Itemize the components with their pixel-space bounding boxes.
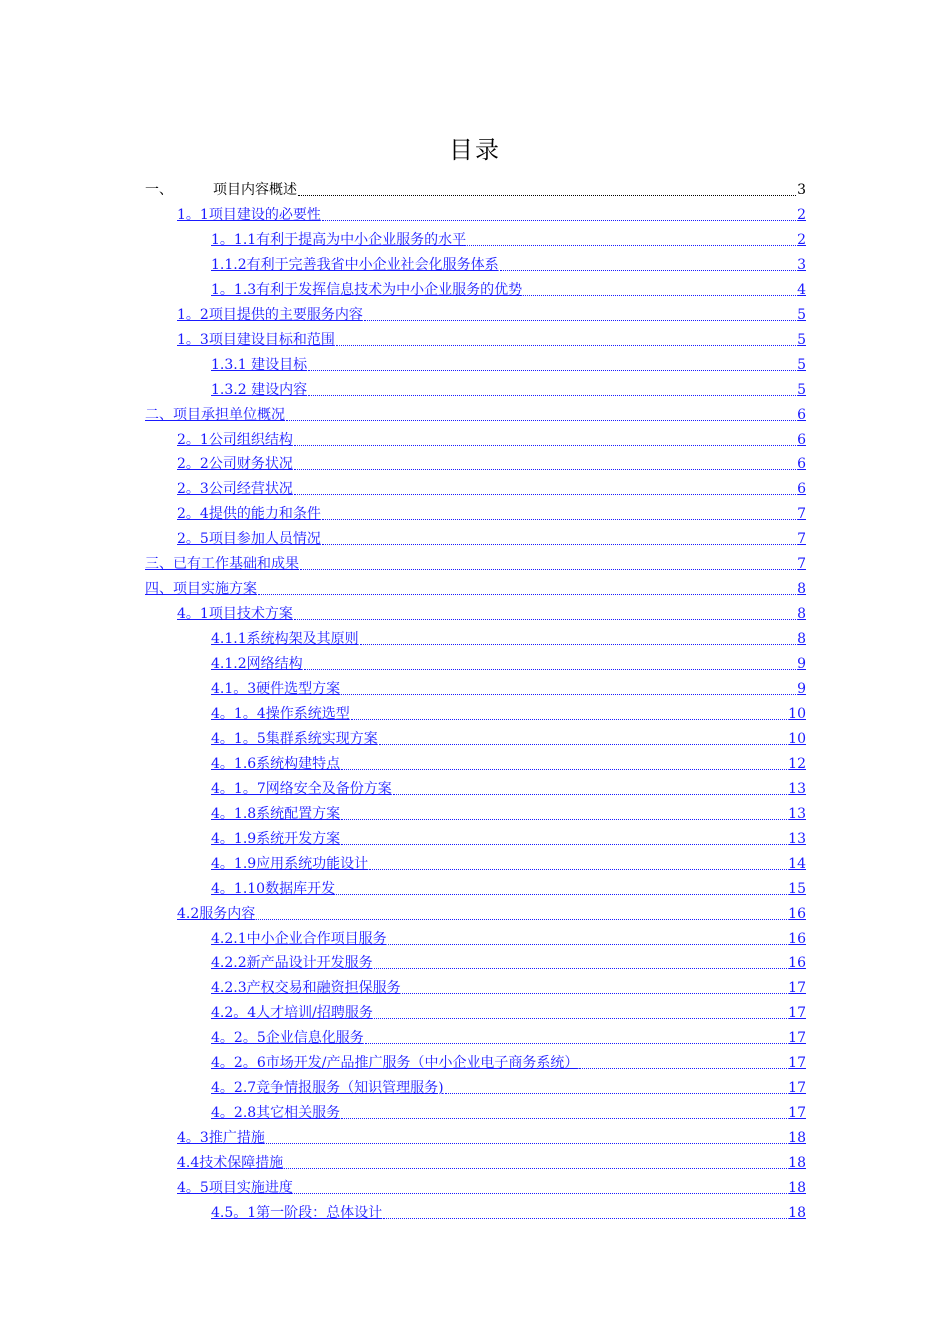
dot-leader — [294, 1175, 787, 1194]
toc-entry-label: 2。2公司财务状况 — [177, 456, 293, 473]
dot-leader — [402, 975, 788, 994]
toc-entry[interactable] — [211, 873, 806, 898]
toc-entry-label: 2。3公司经营状况 — [177, 481, 293, 498]
toc-entry[interactable] — [211, 823, 806, 848]
toc-entry[interactable] — [211, 623, 806, 648]
toc-entry[interactable] — [211, 224, 806, 249]
toc-entry-label: 2。1公司组织结构 — [177, 431, 293, 448]
toc-entry-label: 4。1.9应用系统功能设计 — [211, 855, 369, 872]
toc-entry[interactable] — [177, 598, 806, 623]
dot-leader — [286, 402, 796, 421]
toc-entry-label: 1。2项目提供的主要服务内容 — [177, 306, 363, 323]
dot-leader — [341, 751, 787, 770]
toc-entry[interactable] — [211, 972, 806, 997]
dot-leader — [523, 277, 796, 296]
toc-page-number: 9 — [797, 656, 806, 673]
toc-page-number: 10 — [788, 730, 806, 747]
toc-entry-label: 4。2。5企业信息化服务 — [211, 1030, 364, 1047]
toc-entry[interactable] — [177, 473, 806, 498]
toc-entry-label: 1。1项目建设的必要性 — [177, 206, 321, 223]
toc-entry-label: 1。3项目建设目标和范围 — [177, 331, 335, 348]
toc-entry-label: 4。1项目技术方案 — [177, 606, 293, 623]
toc-entry-label: 4.2.3产权交易和融资担保服务 — [211, 980, 401, 997]
toc-entry[interactable] — [177, 199, 806, 224]
toc-entry-label: 4.2服务内容 — [177, 905, 256, 922]
toc-entry-label: 4.1。3硬件选型方案 — [211, 681, 341, 697]
toc-page-number: 17 — [788, 1030, 806, 1047]
toc-page-number: 18 — [788, 1155, 806, 1172]
dot-leader — [336, 876, 787, 895]
toc-entry[interactable] — [211, 723, 806, 748]
toc-entry-label — [145, 181, 297, 199]
dot-leader — [294, 427, 796, 446]
toc-entry[interactable] — [211, 1022, 806, 1047]
toc-entry[interactable] — [211, 1047, 806, 1072]
toc-page-number: 7 — [797, 556, 806, 573]
dot-leader — [341, 826, 787, 845]
toc-page-number: 5 — [797, 306, 806, 323]
toc-entry-label: 1.3.1 建设目标 — [211, 356, 308, 373]
toc-page-number: 17 — [788, 1105, 806, 1122]
toc-entry-label: 4。1。5集群系统实现方案 — [211, 730, 378, 747]
dot-leader — [383, 1200, 787, 1219]
toc-page-number: 13 — [788, 830, 806, 847]
toc-entry[interactable] — [211, 698, 806, 723]
toc-entry-label: 4。1.10数据库开发 — [211, 880, 336, 897]
toc-entry[interactable] — [211, 947, 806, 972]
toc-entry[interactable] — [177, 424, 806, 449]
dot-leader — [336, 327, 796, 346]
toc-entry[interactable] — [211, 249, 806, 274]
toc-entry[interactable] — [211, 374, 806, 399]
toc-entry-label: 4.1.2网络结构 — [211, 656, 303, 673]
toc-page-number: 10 — [788, 705, 806, 722]
dot-leader — [294, 451, 796, 470]
toc-entry[interactable] — [177, 498, 806, 523]
toc-entry-label: 1。1.3有利于发挥信息技术为中小企业服务的优势 — [211, 281, 523, 298]
dot-leader — [322, 501, 796, 520]
toc-entry[interactable] — [211, 923, 806, 948]
toc-entry[interactable] — [211, 648, 806, 673]
toc-entry-label: 4。1.8系统配置方案 — [211, 805, 341, 822]
toc-entry — [145, 174, 806, 199]
toc-page-number: 7 — [797, 531, 806, 548]
toc-entry-label: 4。1。4操作系统选型 — [211, 705, 350, 722]
toc-entry[interactable] — [177, 1122, 806, 1147]
toc-page-number: 13 — [788, 805, 806, 822]
dot-leader — [298, 177, 796, 196]
toc-entry-number: 一、 — [145, 182, 173, 198]
toc-entry-label: 4。2。6市场开发/产品推广服务（中小企业电子商务系统） — [211, 1055, 579, 1072]
toc-entry-label: 三、已有工作基础和成果 — [145, 556, 299, 573]
toc-page-number: 15 — [788, 880, 806, 897]
dot-leader — [374, 950, 788, 969]
dot-leader — [579, 1050, 787, 1069]
dot-leader — [467, 227, 796, 246]
toc-page-number: 6 — [797, 406, 806, 423]
toc-page-number: 16 — [788, 930, 806, 947]
dot-leader — [388, 926, 788, 945]
toc-entry[interactable] — [211, 773, 806, 798]
dot-leader — [379, 726, 787, 745]
toc-page-number: 18 — [788, 1204, 806, 1221]
toc-entry-label: 二、项目承担单位概况 — [145, 406, 285, 423]
toc-entry[interactable] — [211, 1197, 806, 1222]
toc-page-number: 5 — [797, 356, 806, 373]
toc-title: 目录 — [449, 136, 501, 164]
toc-entry[interactable] — [145, 548, 806, 573]
toc-entry-label: 4。1。7网络安全及备份方案 — [211, 780, 392, 797]
dot-leader — [294, 476, 796, 495]
toc-page-number: 17 — [788, 1005, 806, 1022]
toc-page-number: 13 — [788, 780, 806, 797]
toc-page-number: 4 — [797, 281, 806, 298]
toc-entry-label: 1。1.1有利于提高为中小企业服务的水平 — [211, 231, 467, 248]
toc-entry-label: 4。5项目实施进度 — [177, 1180, 293, 1196]
dot-leader — [258, 576, 796, 595]
toc-page-number: 5 — [797, 381, 806, 398]
toc-page-number: 17 — [788, 1055, 806, 1072]
toc-page-number: 18 — [788, 1180, 806, 1196]
toc-entry-label: 2。5项目参加人员情况 — [177, 531, 321, 548]
dot-leader — [341, 676, 796, 695]
dot-leader — [393, 776, 787, 795]
dot-leader — [304, 651, 796, 670]
toc-entry-label: 4。2.8其它相关服务 — [211, 1105, 341, 1122]
toc-page-number: 6 — [797, 456, 806, 473]
toc-entry[interactable] — [177, 898, 806, 923]
toc-entry[interactable] — [145, 573, 806, 598]
toc-page-number: 2 — [797, 206, 806, 223]
toc-page-number: 8 — [797, 581, 806, 598]
toc-entry[interactable] — [211, 349, 806, 374]
toc-entry-label: 4。3推广措施 — [177, 1130, 265, 1147]
dot-leader — [284, 1150, 787, 1169]
toc-entry-label: 4.2.2新产品设计开发服务 — [211, 955, 373, 972]
toc-page-number: 3 — [797, 256, 806, 273]
dot-leader — [300, 551, 796, 570]
toc-page-number: 17 — [788, 980, 806, 997]
toc-entry[interactable] — [211, 673, 806, 698]
toc-entry-label: 4.1.1系统构架及其原则 — [211, 631, 359, 648]
toc-entry[interactable] — [211, 997, 806, 1022]
toc-page-number: 3 — [797, 182, 806, 198]
dot-leader — [364, 302, 796, 321]
toc-entry-label: 4.2。4人才培训/招聘服务 — [211, 1005, 373, 1022]
toc-page-number: 8 — [797, 606, 806, 623]
dot-leader — [308, 377, 796, 396]
toc-entry[interactable] — [177, 523, 806, 548]
dot-leader — [360, 626, 796, 645]
toc-entry-label: 4.5。1第一阶段：总体设计 — [211, 1204, 383, 1221]
toc-page-number: 6 — [797, 481, 806, 498]
toc-entry[interactable] — [211, 1097, 806, 1122]
toc-entry-label: 4。1.6系统构建特点 — [211, 755, 341, 772]
toc-entry-label: 1.3.2 建设内容 — [211, 381, 308, 398]
toc-entry[interactable] — [211, 748, 806, 773]
toc-page-number: 14 — [788, 855, 806, 872]
toc-entry-text: 项目内容概述 — [213, 182, 297, 198]
toc-page-number: 6 — [797, 431, 806, 448]
toc-entry[interactable] — [211, 848, 806, 873]
toc-page-number: 12 — [788, 755, 806, 772]
toc-page-number: 18 — [788, 1130, 806, 1147]
dot-leader — [351, 701, 787, 720]
toc-page-number: 5 — [797, 331, 806, 348]
toc-page-number: 16 — [788, 905, 806, 922]
dot-leader — [500, 252, 796, 271]
dot-leader — [365, 1025, 787, 1044]
dot-leader — [266, 1125, 787, 1144]
toc-entry-label: 4。1.9系统开发方案 — [211, 830, 341, 847]
toc-entry-label: 4。2.7竞争情报服务（知识管理服务) — [211, 1080, 444, 1097]
dot-leader — [369, 851, 787, 870]
toc-page-number: 9 — [797, 681, 806, 697]
dot-leader — [341, 801, 787, 820]
toc-entry-label: 四、项目实施方案 — [145, 581, 257, 598]
toc-entry[interactable] — [177, 324, 806, 349]
dot-leader — [322, 526, 796, 545]
toc-entry[interactable] — [177, 299, 806, 324]
toc-page-number: 17 — [788, 1080, 806, 1097]
dot-leader — [322, 202, 796, 221]
toc-page-number: 16 — [788, 955, 806, 972]
dot-leader — [374, 1000, 787, 1019]
toc-entry-label: 2。4提供的能力和条件 — [177, 506, 321, 523]
toc-entry-label: 4.4技术保障措施 — [177, 1155, 284, 1172]
toc-entry[interactable] — [211, 798, 806, 823]
dot-leader — [445, 1075, 788, 1094]
toc-page-number: 2 — [797, 231, 806, 248]
toc-page-number: 8 — [797, 631, 806, 648]
toc-page-number: 7 — [797, 506, 806, 523]
toc-entry[interactable] — [177, 1147, 806, 1172]
dot-leader — [341, 1100, 787, 1119]
dot-leader — [308, 352, 796, 371]
toc-entry-label: 4.2.1中小企业合作项目服务 — [211, 930, 387, 947]
dot-leader — [256, 901, 787, 920]
toc-entry[interactable] — [211, 274, 806, 299]
toc-entry[interactable] — [145, 399, 806, 424]
toc-entry[interactable] — [211, 1072, 806, 1097]
toc-entry-label: 1.1.2有利于完善我省中小企业社会化服务体系 — [211, 256, 499, 273]
toc-entry[interactable] — [177, 1172, 806, 1197]
toc-entry[interactable] — [177, 448, 806, 473]
dot-leader — [294, 601, 796, 620]
